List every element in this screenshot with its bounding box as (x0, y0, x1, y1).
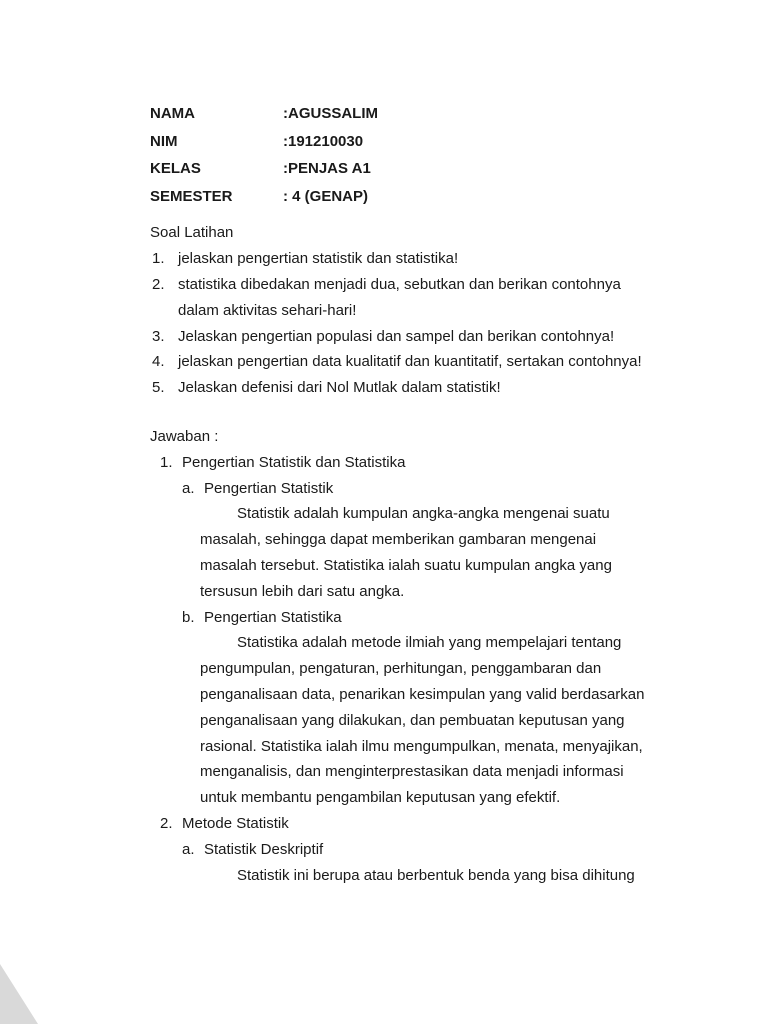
header-value: :AGUSSALIM (283, 105, 378, 122)
question-number: 1. (152, 250, 165, 268)
answer-paragraph: Statistika adalah metode ilmiah yang mempelajari tentang pengumpulan, pengaturan, perhitungan, penggambaran dan penganalisaan data, penarikan kesimpulan yang valid berdasarkan penganalisaan yang dilakukan, dan pembuatan keputusan yang rasional. Statistika ialah ilmu mengumpulkan, menata, menyajikan, menganalisis, dan menginterprestasikan data menjadi informasi untuk membantu pengambilan keputusan yang efektif. (200, 634, 645, 807)
sub-answer-title: Pengertian Statistik (204, 479, 334, 497)
answer-number: 1. (160, 453, 173, 471)
question-item (150, 246, 662, 272)
header-label: KELAS (150, 160, 201, 178)
header-label: NIM (150, 132, 178, 150)
soal-section (150, 220, 662, 401)
header-value: : 4 (GENAP) (283, 187, 369, 205)
header-row-semester (150, 183, 662, 211)
question-text: jelaskan pengertian data kualitatif dan kuantitatif, sertakan contohnya! (178, 353, 642, 371)
question-item (150, 272, 662, 324)
sub-answer (182, 837, 662, 889)
answer-paragraph: Statistik adalah kumpulan angka-angka mengenai suatu masalah, sehingga dapat memberikan gambaran mengenai masalah tersebut. Statistika ialah suatu kumpulan angka yang tersusun lebih dari satu angka. (200, 505, 612, 600)
answer-item (160, 811, 662, 888)
answer-number: 2. (160, 814, 173, 832)
header-value: :191210030 (283, 132, 364, 150)
header-label: NAMA (150, 105, 195, 122)
question-number: 2. (152, 275, 165, 293)
question-number: 5. (152, 379, 165, 397)
header-value: :PENJAS A1 (283, 160, 371, 178)
sub-answer (182, 605, 662, 811)
answer-body (182, 450, 662, 811)
sub-answer-title: Pengertian Statistika (204, 608, 342, 626)
question-text: Jelaskan defenisi dari Nol Mutlak dalam statistik! (178, 379, 501, 397)
answer-paragraph: Statistik ini berupa atau berbentuk benda yang bisa dihitung (237, 866, 635, 884)
header-row-kelas (150, 155, 662, 183)
header-row-nim (150, 128, 662, 156)
jawaban-title: Jawaban : (150, 427, 219, 445)
sub-answer-head (182, 476, 662, 502)
soal-title: Soal Latihan (150, 224, 234, 242)
sub-answer-letter: a. (182, 479, 195, 497)
question-item (150, 324, 662, 350)
question-number: 4. (152, 353, 165, 371)
answer-item (160, 450, 662, 811)
document-content (150, 100, 662, 888)
sub-answer-letter: b. (182, 608, 195, 626)
sub-answer (182, 476, 662, 605)
sub-answer-head (182, 837, 662, 863)
question-text: jelaskan pengertian statistik dan statistika! (178, 250, 459, 268)
header-label: SEMESTER (150, 187, 233, 205)
question-text: Jelaskan pengertian populasi dan sampel dan berikan contohnya! (178, 327, 615, 345)
question-number: 3. (152, 327, 165, 345)
page-corner-gap (0, 964, 38, 1024)
question-text: statistika dibedakan menjadi dua, sebutkan dan berikan contohnya dalam aktivitas sehari-hari! (178, 275, 621, 319)
student-info (150, 100, 662, 210)
sub-answer-title: Statistik Deskriptif (204, 840, 324, 858)
answer-title: Metode Statistik (182, 814, 289, 832)
answer-title: Pengertian Statistik dan Statistika (182, 453, 406, 471)
sub-answer-head (182, 605, 662, 631)
answer-body (182, 811, 662, 888)
sub-answer-letter: a. (182, 840, 195, 858)
header-row-nama (150, 100, 662, 128)
jawaban-section (150, 424, 662, 888)
question-item (150, 349, 662, 375)
question-item (150, 375, 662, 401)
